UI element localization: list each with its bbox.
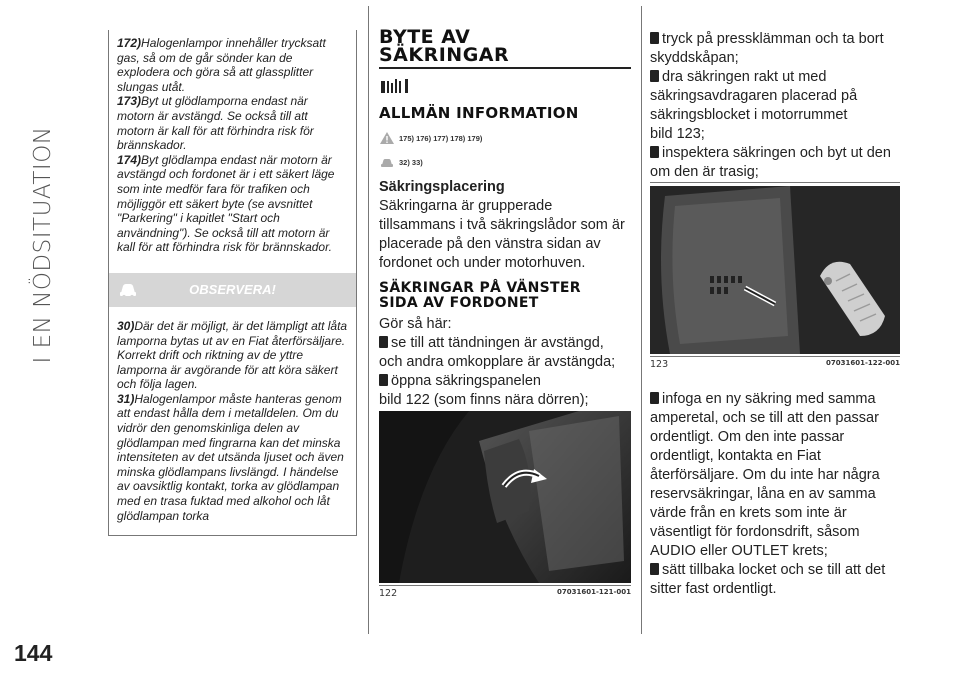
figure-122-image — [379, 411, 631, 583]
placement-heading: Säkringsplacering — [379, 179, 505, 195]
figure-code: 07031601-121-001 — [557, 588, 631, 596]
bullet-icon — [650, 32, 659, 44]
figure-123-caption — [650, 359, 900, 370]
notes-box — [108, 30, 357, 536]
figure-rule — [650, 182, 900, 183]
figure-122-caption — [379, 588, 631, 599]
step-item: bild 123; — [650, 126, 705, 142]
chapter-title: I EN NÖDSITUATION — [30, 126, 56, 364]
bullet-icon — [379, 336, 388, 348]
bullet-icon — [650, 146, 659, 158]
step-item: tryck på pressklämman och ta bort skyddskåpan; — [650, 31, 884, 66]
step-item: dra säkringen rakt ut med säkringsavdragaren placerad på säkringsblocket i motorrummet — [650, 69, 858, 123]
bullet-icon — [650, 70, 659, 82]
column-3 — [650, 30, 900, 182]
figure-rule — [379, 585, 631, 586]
step-item: inspektera säkringen och byt ut den om den är trasig; — [650, 145, 891, 180]
step-item: bild 122 (som finns nära dörren); — [379, 392, 589, 408]
page-number: 144 — [14, 640, 53, 666]
fuse-puller-illustration — [650, 186, 900, 354]
placement-text: Säkringarna är grupperade tillsammans i två säkringslådor som är placerade på den vänstra sidan av fordonet och under motorhuven. — [379, 198, 625, 271]
fuse-panel-illustration — [379, 411, 631, 583]
note-item: 174)Byt glödlampa endast när motorn är avstängd och fordonet är i ett säkert läge som inte medför fara för trafiken och möjliggör ett säkert byte (se avsnittet "Parkering" i kapitlet "Start och användning"). Se också till att motorn är kall för att förhindra risk för brännskador. — [117, 152, 335, 255]
fuse-icon — [379, 77, 415, 95]
column-2 — [379, 28, 631, 410]
car-icon — [117, 278, 139, 300]
figure-code: 07031601-122-001 — [826, 359, 900, 367]
note-item: 172)Halogenlampor innehåller trycksatt gas, så om de går sönder kan de explodera och göra så att glassplitter slungas utåt. — [117, 36, 326, 94]
notes-list-bottom — [109, 307, 356, 535]
left-side-heading: SÄKRINGAR PÅ VÄNSTER SIDA AV FORDONET — [379, 280, 581, 311]
note-item: 31)Halogenlampor måste hanteras genom att endast hålla dem i metalldelen. Om du vidrör den genomskinliga delen av glödlampan med fingrarna kan det minska intensiteten av det utsända ljuset och även minska glödlampans livslängd. I händelse av oavsiktlig kontakt, torka av glödlampan med en trasa fuktad med alkohol och låt glödlampan torka — [117, 391, 344, 523]
step-item: öppna säkringspanelen — [379, 372, 631, 391]
warning-references: 175) 176) 177) 178) 179) — [379, 131, 631, 145]
note-references: 32) 33) — [379, 155, 631, 169]
figure-number: 123 — [650, 359, 669, 370]
step-item: sätt tillbaka locket och se till att det sitter fast ordentligt. — [650, 562, 886, 597]
note-item: 173)Byt ut glödlamporna endast när motorn är avstängd. Se också till att motorn är kall för att förhindra risk för brännskador. — [117, 94, 314, 153]
title-rule — [379, 67, 631, 69]
bullet-icon — [379, 374, 388, 386]
general-info-heading: ALLMÄN INFORMATION — [379, 104, 579, 122]
bullet-icon — [650, 392, 659, 404]
step-item: se till att tändningen är avstängd, och andra omkopplare är avstängda; — [379, 335, 616, 370]
figure-number: 122 — [379, 588, 398, 599]
warning-icon — [379, 131, 395, 145]
step-item: infoga en ny säkring med samma amperetal, och se till att den passar ordentligt. Om den inte passar ordentligt, kontakta en Fiat återförsäljare. Om du inte har några reservsäkringar, låna en av samma värde från en krets som inte är väsentligt för fordonsdrift, såsom AUDIO eller OUTLET krets; — [650, 391, 880, 559]
car-note-icon — [379, 155, 395, 169]
observera-banner — [109, 273, 356, 307]
note-item: 30)Där det är möjligt, är det lämpligt att låta lamporna bytas ut av en Fiat återförsäljare. Korrekt drift och riktning av de yttre lamporna är avgörande för att köra säkert och följa lagen. — [117, 318, 348, 392]
do-this-label: Gör så här: — [379, 316, 452, 332]
column-divider — [641, 6, 642, 634]
section-title-line-1: BYTE AV — [379, 26, 471, 48]
figure-123-image — [650, 186, 900, 354]
column-divider — [368, 6, 369, 634]
figure-rule — [650, 356, 900, 357]
observera-label: OBSERVERA! — [189, 282, 276, 298]
notes-list-top — [109, 30, 356, 265]
column-3-bottom — [650, 390, 900, 599]
bullet-icon — [650, 563, 659, 575]
section-title-line-2: SÄKRINGAR — [379, 44, 510, 66]
